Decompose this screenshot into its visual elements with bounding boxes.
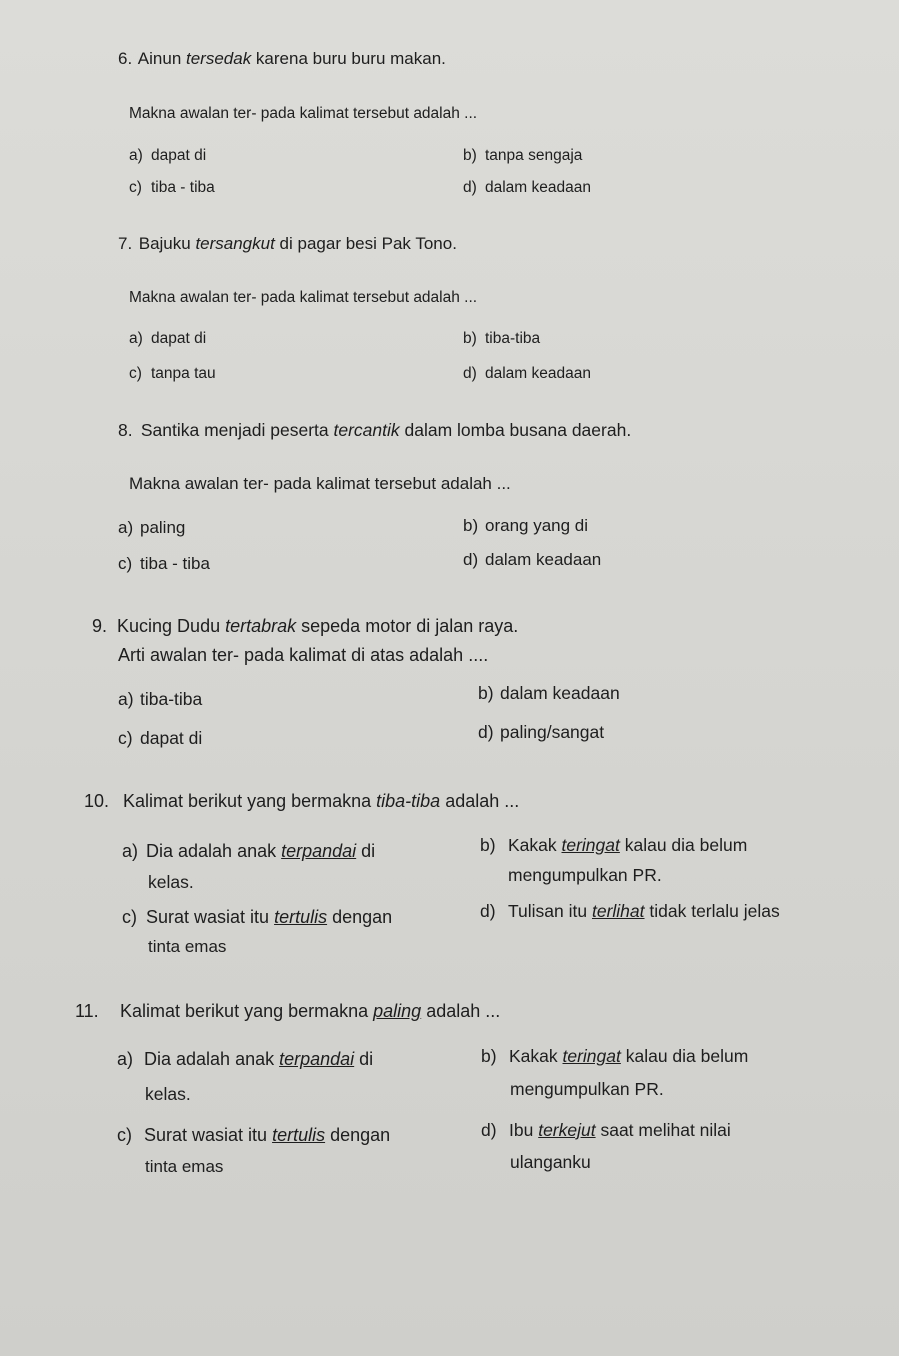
question-10-option-a: a) Dia adalah anak terpandai di (122, 841, 376, 861)
question-11-option-a-continued: kelas. (145, 1084, 191, 1104)
question-9-option-a: a) tiba-tiba (118, 689, 203, 709)
question-11-option-c: c) Surat wasiat itu tertulis dengan (117, 1125, 391, 1145)
question-10-option-c: c) Surat wasiat itu tertulis dengan (122, 907, 393, 927)
question-7-option-a: a) dapat di (129, 330, 207, 347)
question-9-stem: 9. Kucing Dudu tertabrak sepeda motor di jalan raya. (92, 616, 519, 636)
question-10-option-c-continued: tinta emas (148, 937, 227, 956)
question-6-prompt: Makna awalan ter- pada kalimat tersebut adalah ... (129, 105, 478, 122)
question-10-stem: 10. Kalimat berikut yang bermakna tiba-tiba adalah ... (84, 791, 520, 811)
question-7-prompt: Makna awalan ter- pada kalimat tersebut adalah ... (129, 289, 478, 306)
question-11-option-d: d) Ibu terkejut saat melihat nilai (481, 1120, 731, 1140)
question-8-option-d: d) dalam keadaan (463, 550, 602, 569)
question-10-option-b: b) Kakak teringat kalau dia belum (480, 835, 748, 855)
question-9-prompt: Arti awalan ter- pada kalimat di atas adalah .... (118, 645, 489, 665)
question-8-stem: 8. Santika menjadi peserta tercantik dalam lomba busana daerah. (118, 420, 632, 440)
question-8-option-c: c) tiba - tiba (118, 554, 210, 573)
question-6-stem: 6. Ainun tersedak karena buru buru makan. (118, 49, 446, 68)
question-9-option-c: c) dapat di (118, 728, 203, 748)
question-10-option-a-continued: kelas. (148, 872, 194, 892)
question-7-option-b: b) tiba-tiba (463, 330, 541, 347)
question-10-option-b-continued: mengumpulkan PR. (508, 865, 662, 885)
question-10-option-d: d) Tulisan itu terlihat tidak terlalu jelas (480, 901, 780, 921)
question-7-option-c: c) tanpa tau (129, 365, 216, 382)
question-11-option-b-continued: mengumpulkan PR. (510, 1079, 664, 1099)
question-11-option-b: b) Kakak teringat kalau dia belum (481, 1046, 749, 1066)
question-8-option-a: a) paling (118, 518, 186, 537)
question-7-option-d: d) dalam keadaan (463, 365, 591, 382)
question-11-option-a: a) Dia adalah anak terpandai di (117, 1049, 374, 1069)
question-8-prompt: Makna awalan ter- pada kalimat tersebut adalah ... (129, 474, 511, 493)
question-6-option-c: c) tiba - tiba (129, 179, 215, 196)
question-7-stem: 7. Bajuku tersangkut di pagar besi Pak Tono. (118, 234, 457, 253)
question-11-stem: 11. Kalimat berikut yang bermakna paling adalah ... (75, 1001, 501, 1021)
question-11-option-d-continued: ulanganku (510, 1152, 591, 1172)
question-9-option-d: d) paling/sangat (478, 722, 605, 742)
question-6-option-b: b) tanpa sengaja (463, 147, 583, 164)
question-6-option-d: d) dalam keadaan (463, 179, 591, 196)
question-9-option-b: b) dalam keadaan (478, 683, 620, 703)
question-6-option-a: a) dapat di (129, 147, 207, 164)
question-8-option-b: b) orang yang di (463, 516, 589, 535)
question-11-option-c-continued: tinta emas (145, 1157, 224, 1176)
